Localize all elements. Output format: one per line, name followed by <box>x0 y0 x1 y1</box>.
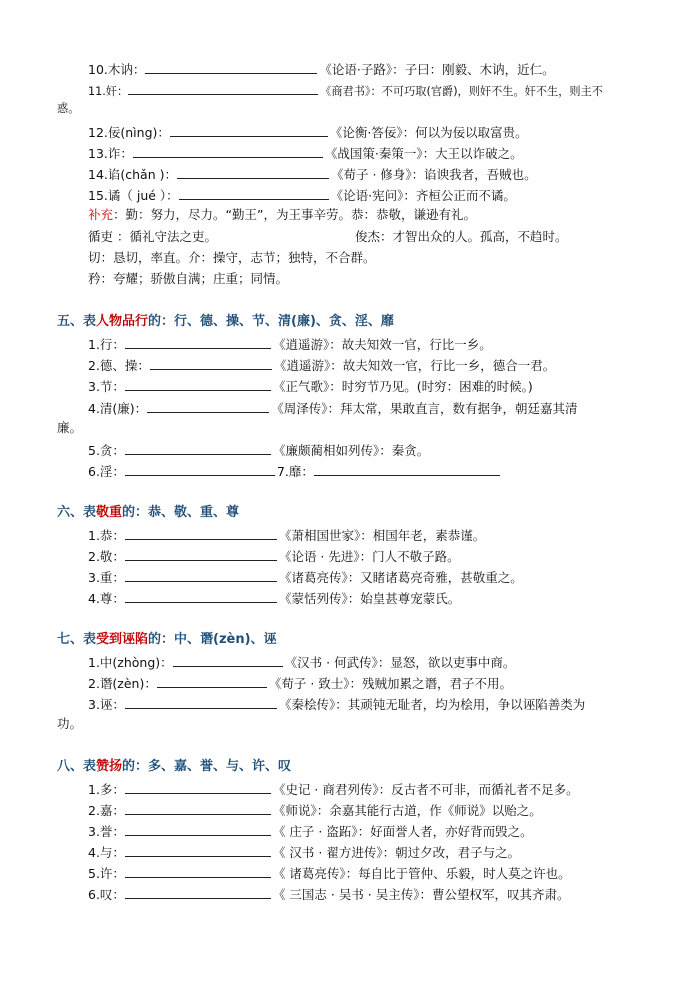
answer-blank[interactable] <box>125 546 277 561</box>
supplement-line-4: 矜：夸耀；骄傲自满；庄重；同情。 <box>88 271 289 286</box>
item-label: 3.重： <box>88 570 125 585</box>
quote-text: ：不可巧取(官爵)，则奸不生。奸不生，则主不 <box>370 85 603 98</box>
source-title: 《廉颇蔺相如列传》 <box>272 443 380 458</box>
heading-highlight: 赞扬 <box>96 759 123 774</box>
item-label: 7.靡： <box>276 464 314 479</box>
item-label: 11.奸： <box>88 85 129 98</box>
sec5-item-2 <box>88 355 655 375</box>
item-label: 3.誉： <box>88 824 125 839</box>
sec5-item-4-cont: 廉。 <box>57 420 83 435</box>
answer-blank[interactable] <box>125 779 271 794</box>
sec8-item-1 <box>88 779 655 799</box>
source-title: 《史记 · 商君列传》 <box>272 782 379 797</box>
answer-blank[interactable] <box>147 398 269 413</box>
quote-text: ：始皇甚尊宠蒙氏。 <box>347 591 461 606</box>
supplement-tag: 补充 <box>88 207 114 222</box>
sec5-item-6-7 <box>88 461 655 481</box>
answer-blank[interactable] <box>179 185 329 200</box>
sec5-item-1 <box>88 334 655 354</box>
answer-blank[interactable] <box>125 334 271 349</box>
item-label: 2.德、操： <box>88 358 150 373</box>
source-title: 《汉书 · 何武传》 <box>284 655 378 670</box>
answer-blank[interactable] <box>150 355 272 370</box>
section-heading-5 <box>57 313 394 331</box>
heading-suffix: 的：行、德、操、节、清(廉)、贪、淫、靡 <box>148 314 394 329</box>
heading-highlight: 人物品行 <box>96 314 149 329</box>
source-title: 《论衡·答佞》 <box>329 125 403 140</box>
source-title: 《 三国志 · 吴书 · 吴主传》 <box>272 887 420 902</box>
sec4-item-13 <box>88 143 655 163</box>
quote-text: ：显怒，欲以吏事中商。 <box>377 655 516 670</box>
source-title: 《周泽传》 <box>271 401 328 416</box>
sec8-item-5 <box>88 863 655 883</box>
item-label: 4.尊： <box>88 591 125 606</box>
item-label: 4.与： <box>88 845 125 860</box>
item-label: 3.诬： <box>88 697 125 712</box>
sec5-item-5 <box>88 440 655 460</box>
heading-suffix: 的：恭、敬、重、尊 <box>122 505 240 520</box>
source-title: 《正气歌》 <box>272 379 330 394</box>
quote-text: ：故夫知效一官，行比一乡。 <box>329 337 492 352</box>
quote-text: ：反古者不可非，而循礼者不足多。 <box>378 782 579 797</box>
sec4-item-14 <box>88 164 655 184</box>
source-title: 《逍遥游》 <box>273 358 331 373</box>
heading-suffix: 的：中、谮(zèn)、诬 <box>148 632 277 647</box>
supplement-text: 循吏 ：循礼守法之吏。 <box>88 229 217 244</box>
quote-text: ：好面誉人者，亦好背而毁之。 <box>357 824 533 839</box>
item-label: 2.嘉： <box>88 803 125 818</box>
heading-prefix: 六、表 <box>57 505 97 520</box>
sec5-item-4 <box>88 398 655 418</box>
quote-text: ：故夫知效一官，行比一乡，德合一君。 <box>330 358 556 373</box>
source-title: 《 诸葛亮传》 <box>272 866 346 881</box>
heading-highlight: 敬重 <box>96 505 123 520</box>
sec7-item-1 <box>88 652 655 672</box>
answer-blank[interactable] <box>125 821 271 836</box>
sec5-item-3 <box>88 376 655 396</box>
sec4-item-11-cont: 惑。 <box>57 102 80 115</box>
source-title: 《秦桧传》 <box>278 697 336 712</box>
item-label: 12.佞(nìng)： <box>88 125 170 140</box>
heading-suffix: 的：多、嘉、誉、与、许、叹 <box>122 759 292 774</box>
source-title: 《荀子 · 致士》 <box>268 676 350 691</box>
item-label: 15.谲（ jué ）： <box>88 188 179 203</box>
source-title: 《论语·宪问》 <box>330 188 404 203</box>
sec4-item-10 <box>88 59 655 79</box>
quote-text: ：何以为佞以取富贵。 <box>402 125 528 140</box>
item-label: 6.叹： <box>88 887 125 902</box>
item-label: 3.节： <box>88 379 125 394</box>
sec7-item-2 <box>88 673 655 693</box>
quote-text: ：又睹诸葛亮奇雅，甚敬重之。 <box>347 570 523 585</box>
quote-text: ：余嘉其能行古道，作《师说》以贻之。 <box>316 803 542 818</box>
item-label: 2.敬： <box>88 549 125 564</box>
sec8-item-4 <box>88 842 655 862</box>
quote-text: ：相国年老，素恭谨。 <box>360 528 486 543</box>
answer-blank[interactable] <box>125 525 277 540</box>
sec6-item-4 <box>88 588 655 608</box>
answer-blank[interactable] <box>170 122 328 137</box>
heading-highlight: 受到诬陷 <box>96 632 149 647</box>
heading-prefix: 五、表 <box>57 314 97 329</box>
item-label: 10.木讷： <box>88 62 146 77</box>
quote-text: ：齐桓公正而不谲。 <box>403 188 516 203</box>
answer-blank[interactable] <box>125 884 271 899</box>
answer-blank[interactable] <box>125 440 271 455</box>
answer-blank[interactable] <box>145 59 317 74</box>
source-title: 《诸葛亮传》 <box>278 570 348 585</box>
item-label: 13.诈： <box>88 146 133 161</box>
quote-text: ：秦贪。 <box>379 443 430 458</box>
supplement-line-3: 切：恳切，率直。介：操守，志节；独特，不合群。 <box>88 250 376 265</box>
source-title: 《论语·子路》 <box>319 62 393 77</box>
quote-text: ：子曰：刚毅、木讷，近仁。 <box>392 62 555 77</box>
section-heading-7 <box>57 631 277 649</box>
section-heading-6 <box>57 504 239 522</box>
sec8-item-3 <box>88 821 655 841</box>
source-title: 《荀子 · 修身》 <box>330 167 412 182</box>
item-label: 4.清(廉)： <box>88 401 148 416</box>
quote-text: ：每自比于管仲、乐毅，时人莫之许也。 <box>345 866 571 881</box>
quote-text: ：曹公望权军，叹其齐肃。 <box>419 887 570 902</box>
sec4-item-15 <box>88 185 655 205</box>
answer-blank[interactable] <box>133 143 323 158</box>
item-label: 1.多： <box>88 782 125 797</box>
sec6-item-3 <box>88 567 655 587</box>
source-title: 《 庄子 · 盗跖》 <box>272 824 358 839</box>
quote-text: ：门人不敬子路。 <box>359 549 460 564</box>
item-label: 6.淫： <box>88 464 125 479</box>
answer-blank[interactable] <box>125 800 271 815</box>
item-label: 1.中(zhòng)： <box>88 655 173 670</box>
heading-prefix: 七、表 <box>57 632 97 647</box>
supplement-line-1 <box>88 206 655 224</box>
source-title: 《逍遥游》 <box>272 337 330 352</box>
source-title: 《商君书》 <box>320 85 371 98</box>
supplement-line-2b: 俊杰：才智出众的人。孤高，不趋时。 <box>355 229 568 244</box>
answer-blank[interactable] <box>125 842 271 857</box>
item-label: 14.谄(chǎn )： <box>88 167 177 182</box>
source-title: 《蒙恬列传》 <box>278 591 348 606</box>
answer-blank[interactable] <box>125 588 277 603</box>
answer-blank[interactable] <box>128 80 318 95</box>
source-title: 《 汉书 · 翟方进传》 <box>272 845 383 860</box>
sec6-item-2 <box>88 546 655 566</box>
answer-blank[interactable] <box>157 673 267 688</box>
answer-blank[interactable] <box>125 694 277 709</box>
sec4-item-11 <box>88 80 655 101</box>
sec7-item-3 <box>88 694 655 714</box>
heading-prefix: 八、表 <box>57 759 97 774</box>
answer-blank[interactable] <box>314 461 500 476</box>
item-label: 1.恭： <box>88 528 125 543</box>
supplement-text: ：勤：努力，尽力。“勤王”，为王事辛劳。恭：恭敬，谦逊有礼。 <box>113 207 476 222</box>
section-heading-8 <box>57 758 291 776</box>
sec6-item-1 <box>88 525 655 545</box>
answer-blank[interactable] <box>125 863 271 878</box>
source-title: 《萧相国世家》 <box>278 528 361 543</box>
answer-blank[interactable] <box>177 164 329 179</box>
sec7-item-3-cont: 功。 <box>57 716 83 731</box>
source-title: 《师说》 <box>272 803 317 818</box>
answer-blank[interactable] <box>125 376 271 391</box>
sec8-item-2 <box>88 800 655 820</box>
quote-text: ：其顽钝无耻者，均为桧用，争以诬陷善类为 <box>335 697 586 712</box>
quote-text: ：拜太常，果敢直言，数有据争，朝廷嘉其清 <box>327 401 578 416</box>
quote-text: ：朝过夕改，君子与之。 <box>382 845 521 860</box>
item-label: 1.行： <box>88 337 125 352</box>
sec8-item-6 <box>88 884 655 904</box>
quote-text: ：谄谀我者，吾贼也。 <box>411 167 537 182</box>
answer-blank[interactable] <box>125 461 275 476</box>
sec4-item-12 <box>88 122 655 142</box>
quote-text: ：时穷节乃见。(时穷：困难的时候。) <box>329 379 533 394</box>
source-title: 《论语 · 先进》 <box>278 549 360 564</box>
item-label: 5.贪： <box>88 443 125 458</box>
answer-blank[interactable] <box>125 567 277 582</box>
item-label: 5.许： <box>88 866 125 881</box>
item-label: 2.谮(zèn)： <box>88 676 157 691</box>
source-title: 《战国策·秦策一》 <box>324 146 423 161</box>
answer-blank[interactable] <box>173 652 283 667</box>
quote-text: ：残贼加累之谮，君子不用。 <box>349 676 513 691</box>
quote-text: ：大王以诈破之。 <box>422 146 523 161</box>
